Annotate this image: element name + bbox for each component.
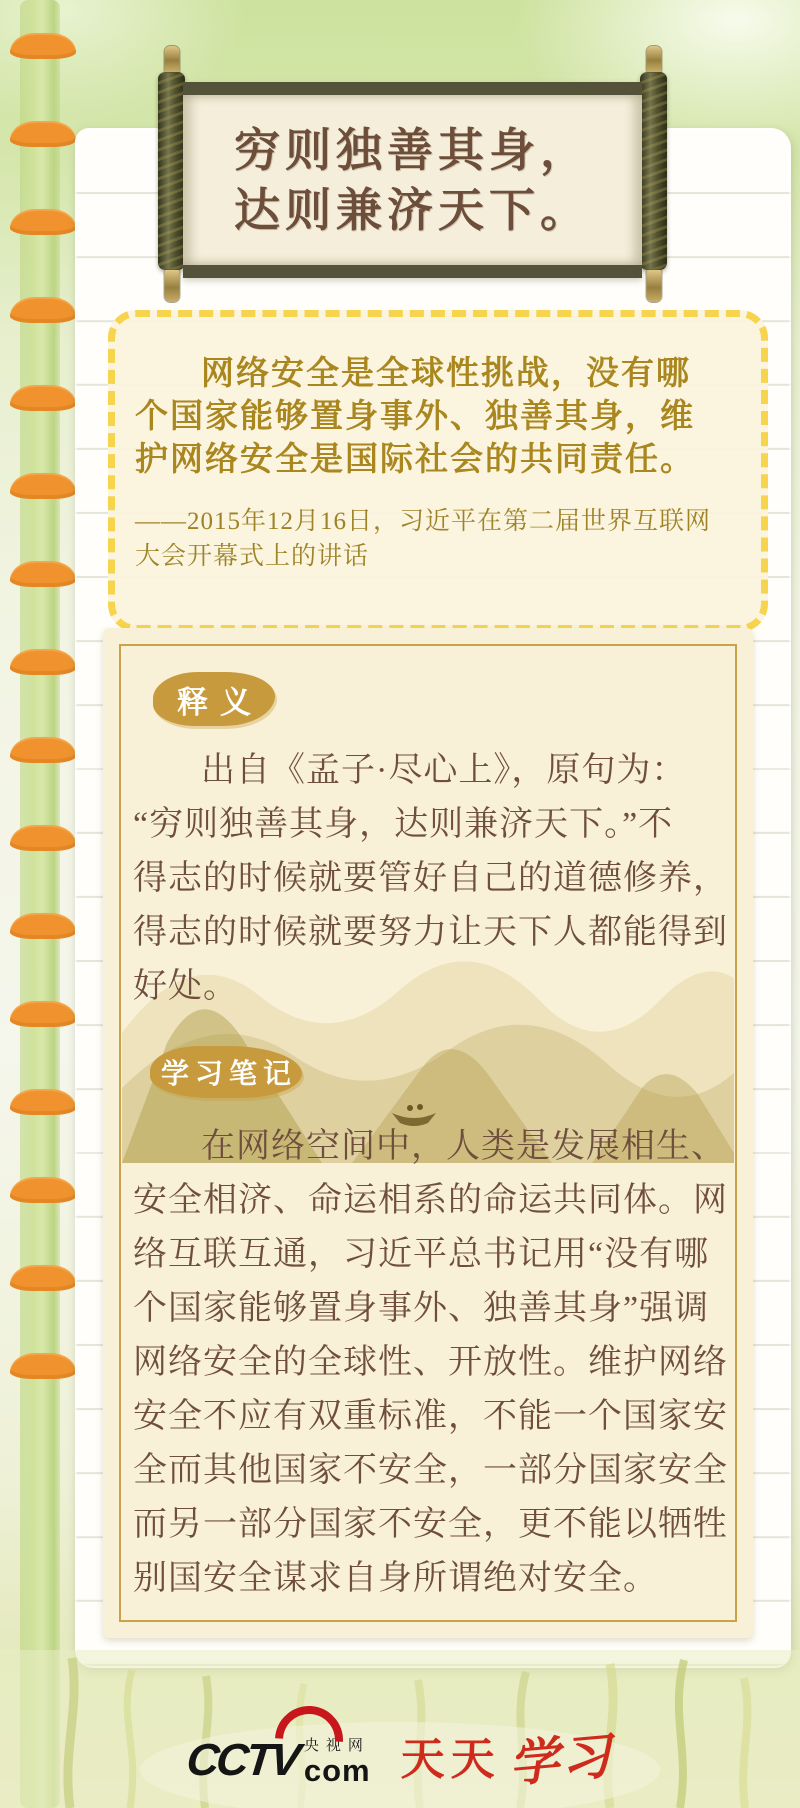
cctv-logo-text: CCTV [184, 1734, 301, 1785]
binder-clip [10, 121, 76, 147]
quote-box [108, 310, 768, 632]
notes-line: 全而其他国家不安全，一部分国家安全 [133, 1452, 728, 1489]
banner-title-line: 达则兼济天下。 [234, 184, 591, 236]
cctv-com-logo [184, 1722, 371, 1788]
binder-clip [10, 33, 76, 59]
footer-logos [0, 1702, 800, 1793]
binder-clip [10, 561, 76, 587]
notes-line: 在网络空间中，人类是发展相生、 [201, 1128, 726, 1165]
binder-clip [10, 1265, 76, 1291]
notes-line: 网络安全的全球性、开放性。维护网络 [133, 1344, 728, 1381]
binder-clip [10, 297, 76, 323]
scroll-paper [183, 82, 642, 278]
section-label-study-notes: 学习笔记 [150, 1046, 302, 1098]
binder-clip [10, 649, 76, 675]
notes-line: 别国安全谋求自身所谓绝对安全。 [133, 1560, 658, 1597]
yangshiwang-label: 央视网 [303, 1737, 370, 1754]
attribution-line: ——2015年12月16日，习近平在第二届世界互联网 [135, 508, 712, 535]
notes-line: 络互联互通，习近平总书记用“没有哪 [133, 1236, 710, 1273]
notes-line: 个国家能够置身事外、独善其身”强调 [133, 1290, 710, 1327]
binder-clip [10, 737, 76, 763]
binder-clip [10, 385, 76, 411]
binder-clip [10, 913, 76, 939]
scroll-banner [150, 44, 675, 306]
binder-clip [10, 1353, 76, 1379]
scroll-roller-icon [158, 72, 185, 270]
brand-text-xuexi: 学习 [506, 1727, 615, 1793]
binder-clip [10, 1177, 76, 1203]
shiyi-line: 出自《孟子·尽心上》，原句为： [201, 752, 687, 789]
quote-attribution [135, 504, 761, 574]
section-label-shiyi: 释义 [153, 672, 275, 726]
attribution-line: 大会开幕式上的讲话 [135, 543, 370, 570]
shiyi-line: 得志的时候就要努力让天下人都能得到 [133, 914, 728, 951]
com-label: com [303, 1753, 371, 1788]
shiyi-line: 得志的时候就要管好自己的道德修养， [133, 860, 728, 897]
quote-line: 护网络安全是国际社会的共同责任。 [135, 440, 695, 477]
binder-clip [10, 1089, 76, 1115]
binder-clip [10, 209, 76, 235]
shiyi-line: 好处。 [133, 968, 238, 1005]
quote-line: 个国家能够置身事外、独善其身，维 [135, 397, 695, 434]
notes-line: 安全相济、命运相系的命运共同体。网 [133, 1182, 728, 1219]
notes-line: 而另一部分国家不安全，更不能以牺牲 [133, 1506, 728, 1543]
banner-title-line: 穷则独善其身， [234, 124, 591, 176]
notes-line: 安全不应有双重标准，不能一个国家安 [133, 1398, 728, 1435]
binder-clip [10, 473, 76, 499]
binder-clip [10, 825, 76, 851]
scroll-roller-icon [640, 72, 667, 270]
content-card [103, 628, 753, 1638]
study-notes-paragraph [133, 1120, 728, 1606]
shiyi-line: “穷则独善其身，达则兼济天下。”不 [133, 806, 674, 843]
quote-line: 网络安全是全球性挑战，没有哪 [201, 354, 691, 391]
binder-clip [10, 1001, 76, 1027]
tiantian-xuexi-logo [400, 1727, 615, 1793]
shiyi-paragraph [133, 744, 728, 1014]
notebook-spine-decoration [20, 0, 60, 1808]
brand-text-tiantian: 天天 [400, 1735, 501, 1784]
